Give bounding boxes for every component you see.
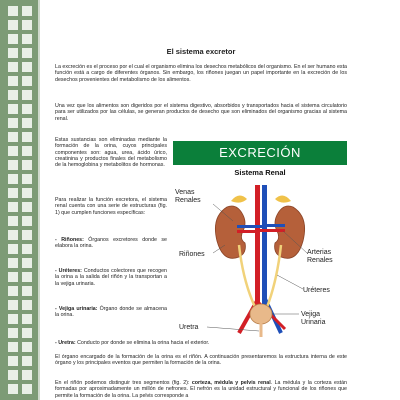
leader-ureteres <box>277 275 303 289</box>
strip-square <box>8 230 18 240</box>
list-item-uretra <box>55 340 347 346</box>
strip-square <box>8 300 18 310</box>
paragraph-segments <box>55 380 347 399</box>
strip-square <box>8 216 18 226</box>
adrenal-gland-right <box>275 195 291 202</box>
paragraph-structures: Para realizar la función excretora, el sistema renal cuenta con una serie de estructuras (fig. 1) que cumplen funciones específicas: <box>55 197 167 216</box>
strip-square <box>22 314 32 324</box>
strip-square <box>8 356 18 366</box>
strip-square <box>22 34 32 44</box>
strip-square <box>8 90 18 100</box>
strip-square <box>8 272 18 282</box>
strip-square <box>22 174 32 184</box>
term-uretra: - Uretra: <box>55 340 76 346</box>
strip-square <box>22 202 32 212</box>
strip-square <box>8 20 18 30</box>
figure-subtitle: Sistema Renal <box>234 168 286 177</box>
renal-artery-left <box>237 230 257 233</box>
strip-square <box>22 356 32 366</box>
strip-square <box>8 370 18 380</box>
segments-text-b: . La médula y la corteza están formadas por aproximadamente un millón de nefrones. El nefrón es la unidad estructural y funcional de los riñones que permite la formación de la orina. La pelvis corresponde a <box>55 380 347 399</box>
list-item-rinones <box>55 237 167 250</box>
strip-square <box>8 146 18 156</box>
strip-square <box>22 300 32 310</box>
label-ureteres: Uréteres <box>303 287 330 294</box>
strip-square <box>8 104 18 114</box>
renal-vein-right <box>265 224 285 227</box>
strip-square <box>8 328 18 338</box>
aorta <box>255 185 260 317</box>
label-uretra: Uretra <box>179 324 199 331</box>
page-title: El sistema excretor <box>166 47 236 56</box>
term-vejiga: - Vejiga urinaria: <box>55 306 98 312</box>
strip-square <box>22 384 32 394</box>
vena-cava <box>262 185 267 313</box>
strip-square <box>22 146 32 156</box>
strip-square <box>8 62 18 72</box>
strip-square <box>22 370 32 380</box>
strip-square <box>22 76 32 86</box>
strip-square <box>8 258 18 268</box>
label-venas-renales: Venas Renales <box>175 189 201 204</box>
strip-square <box>8 384 18 394</box>
figure-header: EXCRECIÓN <box>173 141 347 165</box>
binder-strip <box>0 0 38 400</box>
strip-square <box>22 118 32 128</box>
strip-square <box>22 48 32 58</box>
paragraph-digestion: Una vez que los alimentos son digeridos por el sistema digestivo, absorbidos y transportados hacia el sistema circulatorio para ser utilizados por las células, se generan productos de desecho que son eliminados del organismo gracias al sistema renal. <box>55 103 347 122</box>
strip-square <box>22 258 32 268</box>
strip-square <box>22 230 32 240</box>
strip-square <box>8 342 18 352</box>
strip-square <box>8 48 18 58</box>
strip-square <box>22 342 32 352</box>
strip-square <box>22 104 32 114</box>
strip-square <box>8 34 18 44</box>
strip-square <box>22 272 32 282</box>
strip-square <box>22 20 32 30</box>
strip-square <box>22 216 32 226</box>
segments-text-a: En el riñón podemos distinguir tres segmentos (fig. 2): <box>55 380 192 386</box>
desc-vejiga: Órgano donde se almacena la orina. <box>55 306 167 319</box>
label-rinones: Riñones <box>179 251 205 258</box>
paragraph-kidney: El órgano encargado de la formación de la orina es el riñón. A continuación presentaremos la estructura interna de este órgano y los principales eventos que permiten la formación de la orina. <box>55 354 347 367</box>
desc-uretra: Conducto por donde se elimina la orina hacia el exterior. <box>75 340 210 346</box>
renal-system-figure <box>173 141 347 337</box>
strip-square <box>8 160 18 170</box>
strip-square <box>8 244 18 254</box>
strip-square <box>22 132 32 142</box>
segments-terms: corteza, médula y pelvis renal <box>191 380 271 386</box>
desc-rinones: Órganos excretores donde se elabora la orina. <box>55 237 167 250</box>
renal-artery-right <box>259 229 285 232</box>
list-item-ureteres <box>55 268 167 287</box>
strip-square <box>8 188 18 198</box>
strip-square <box>22 188 32 198</box>
paragraph-intro: La excreción es el proceso por el cual el organismo elimina los desechos metabólicos del organismo. En el ser humano esta función está a cargo de diferentes órganos. Sin embargo, los riñones juegan un papel importante en la excreción de los desechos provenientes del metabolismo de los alimentos. <box>55 64 347 83</box>
strip-square <box>8 286 18 296</box>
renal-vein-left <box>237 225 262 228</box>
strip-square <box>8 202 18 212</box>
paragraph-substances: Estas sustancias son eliminadas mediante la formación de la orina, cuyos principales componentes son: agua, urea, ácido úrico, creatinina y productos finales del metabolismo de la hemoglobina y metabolitos de hormonas. <box>55 137 167 169</box>
strip-square <box>8 6 18 16</box>
label-vejiga-urinaria: Vejiga Urinaria <box>301 311 326 326</box>
strip-square <box>8 174 18 184</box>
bladder <box>250 304 272 324</box>
term-ureteres: - Uréteres: <box>55 268 82 274</box>
document-page <box>55 0 347 400</box>
adrenal-gland-left <box>231 195 247 202</box>
strip-square <box>8 314 18 324</box>
ureter-left <box>239 245 255 307</box>
strip-square <box>22 160 32 170</box>
strip-square <box>22 6 32 16</box>
strip-edge <box>38 0 40 400</box>
term-rinones: - Riñones: <box>55 237 84 243</box>
strip-square <box>8 132 18 142</box>
strip-square <box>22 244 32 254</box>
strip-square <box>22 286 32 296</box>
strip-square <box>22 90 32 100</box>
renal-system-illustration <box>173 141 347 337</box>
leader-uretra <box>207 327 259 331</box>
desc-ureteres: Conductos colectores que recogen la orina a la salida del riñón y la transportan a la vejiga urinaria. <box>55 268 167 287</box>
urethra <box>260 323 263 337</box>
strip-square <box>8 118 18 128</box>
list-item-vejiga <box>55 306 167 319</box>
label-arterias-renales: Arterias Renales <box>307 249 333 264</box>
strip-square <box>8 76 18 86</box>
strip-square <box>22 62 32 72</box>
strip-square <box>22 328 32 338</box>
